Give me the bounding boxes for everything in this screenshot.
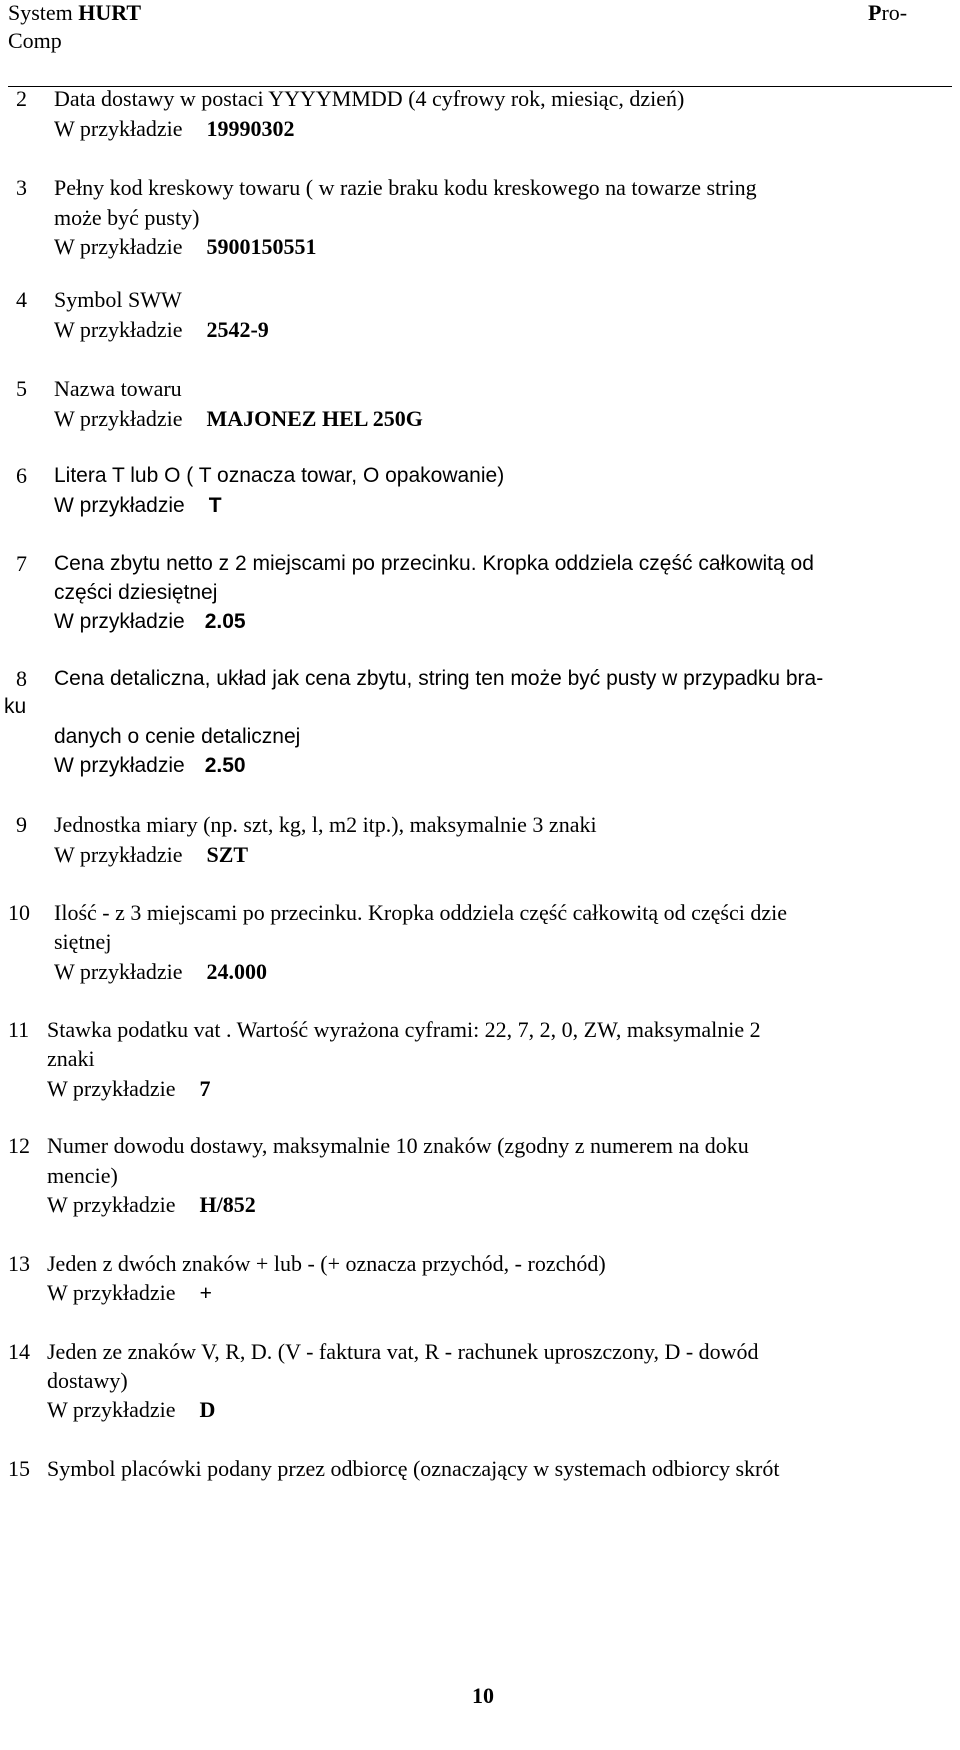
item-text-line: siętnej (54, 929, 112, 954)
item-text-line: Data dostawy w postaci YYYYMMDD (4 cyfrowy rok, miesiąc, dzień) (54, 86, 685, 111)
item-text-line: Symbol placówki podany przez odbiorcę (oznaczający w systemach odbiorcy skrót (47, 1456, 780, 1481)
item-text-line: może być pusty) (54, 205, 200, 230)
item-text-line: Nazwa towaru (54, 376, 182, 401)
header-title (8, 0, 141, 26)
item-text-line: Pełny kod kreskowy towaru ( w razie braku kodu kreskowego na towarze string (54, 175, 757, 200)
example-value: 19990302 (206, 116, 295, 141)
item-example (47, 1076, 210, 1102)
item-number: 15 (8, 1456, 30, 1481)
item-number: 9 (16, 812, 27, 837)
item-example (47, 1397, 215, 1423)
example-label: W przykładzie (54, 842, 183, 867)
item-number: 6 (16, 463, 27, 488)
item-number: 7 (16, 551, 27, 576)
example-label: W przykładzie (47, 1192, 176, 1217)
item-text-line: Numer dowodu dostawy, maksymalnie 10 znaków (zgodny z numerem na doku (47, 1133, 749, 1158)
item-number: 4 (16, 287, 27, 312)
item-text-line: dostawy) (47, 1368, 128, 1393)
item-text-line: Symbol SWW (54, 287, 182, 312)
example-value: 24.000 (206, 959, 267, 984)
item-number: 3 (16, 175, 27, 200)
header-title-continued: Comp (8, 28, 62, 53)
item-text-wrap: ku (4, 695, 27, 718)
item-number: 13 (8, 1251, 30, 1276)
item-example (54, 493, 222, 519)
header-right-rest: ro- (881, 0, 908, 25)
example-label: W przykładzie (47, 1397, 176, 1422)
header-right-initial: P (868, 0, 882, 25)
item-text-line: Litera T lub O ( T oznacza towar, O opakowanie) (54, 464, 505, 487)
header-brand: HURT (78, 0, 142, 25)
example-value: H/852 (199, 1192, 256, 1217)
item-example (47, 1192, 256, 1218)
item-number: 10 (8, 900, 30, 925)
header-right-label (868, 0, 907, 26)
example-label: W przykładzie (54, 959, 183, 984)
example-value: 7 (199, 1076, 211, 1101)
example-value: + (199, 1280, 213, 1305)
item-text-line: Cena zbytu netto z 2 miejscami po przecinku. Kropka oddziela część całkowitą od (54, 552, 814, 575)
example-label: W przykładzie (54, 610, 185, 633)
example-label: W przykładzie (54, 317, 183, 342)
example-value: 2542-9 (206, 317, 269, 342)
item-example (54, 317, 269, 343)
item-text-line: Jeden ze znaków V, R, D. (V - faktura vat, R - rachunek uproszczony, D - dowód (47, 1339, 759, 1364)
item-number: 12 (8, 1133, 30, 1158)
item-example (54, 959, 267, 985)
example-value: D (199, 1397, 216, 1422)
item-number: 2 (16, 86, 27, 111)
example-value: 2.05 (204, 610, 246, 633)
example-label: W przykładzie (47, 1076, 176, 1101)
item-example (54, 609, 246, 635)
item-example (54, 753, 246, 779)
item-number: 5 (16, 376, 27, 401)
item-text-line: Jeden z dwóch znaków + lub - (+ oznacza przychód, - rozchód) (47, 1251, 606, 1276)
item-text-line: znaki (47, 1046, 95, 1071)
example-value: 5900150551 (206, 234, 317, 259)
item-text-line: Ilość - z 3 miejscami po przecinku. Kropka oddziela część całkowitą od części dzie (54, 900, 788, 925)
item-text-line: Stawka podatku vat . Wartość wyrażona cyframi: 22, 7, 2, 0, ZW, maksymalnie 2 (47, 1017, 761, 1042)
example-label: W przykładzie (54, 406, 183, 431)
item-text-line: Cena detaliczna, układ jak cena zbytu, string ten może być pusty w przypadku bra- (54, 667, 824, 690)
item-text-line: danych o cenie detalicznej (54, 725, 301, 748)
item-number: 11 (8, 1017, 30, 1042)
example-label: W przykładzie (47, 1280, 176, 1305)
item-example (54, 234, 316, 260)
item-text-line: mencie) (47, 1163, 118, 1188)
example-value: T (208, 494, 222, 517)
item-example (54, 842, 248, 868)
item-example (47, 1280, 212, 1306)
item-example (54, 406, 423, 432)
item-example (54, 116, 294, 142)
header-system-label: System (8, 0, 79, 25)
example-value: 2.50 (204, 754, 246, 777)
item-number: 14 (8, 1339, 30, 1364)
item-number: 8 (16, 666, 27, 691)
item-text-line: Jednostka miary (np. szt, kg, l, m2 itp.), maksymalnie 3 znaki (54, 812, 597, 837)
example-label: W przykładzie (54, 494, 185, 517)
example-label: W przykładzie (54, 234, 183, 259)
example-label: W przykładzie (54, 116, 183, 141)
item-text-line: części dziesiętnej (54, 581, 218, 604)
example-label: W przykładzie (54, 754, 185, 777)
page-number: 10 (472, 1683, 494, 1708)
example-value: SZT (206, 842, 249, 867)
example-value: MAJONEZ HEL 250G (206, 406, 423, 431)
